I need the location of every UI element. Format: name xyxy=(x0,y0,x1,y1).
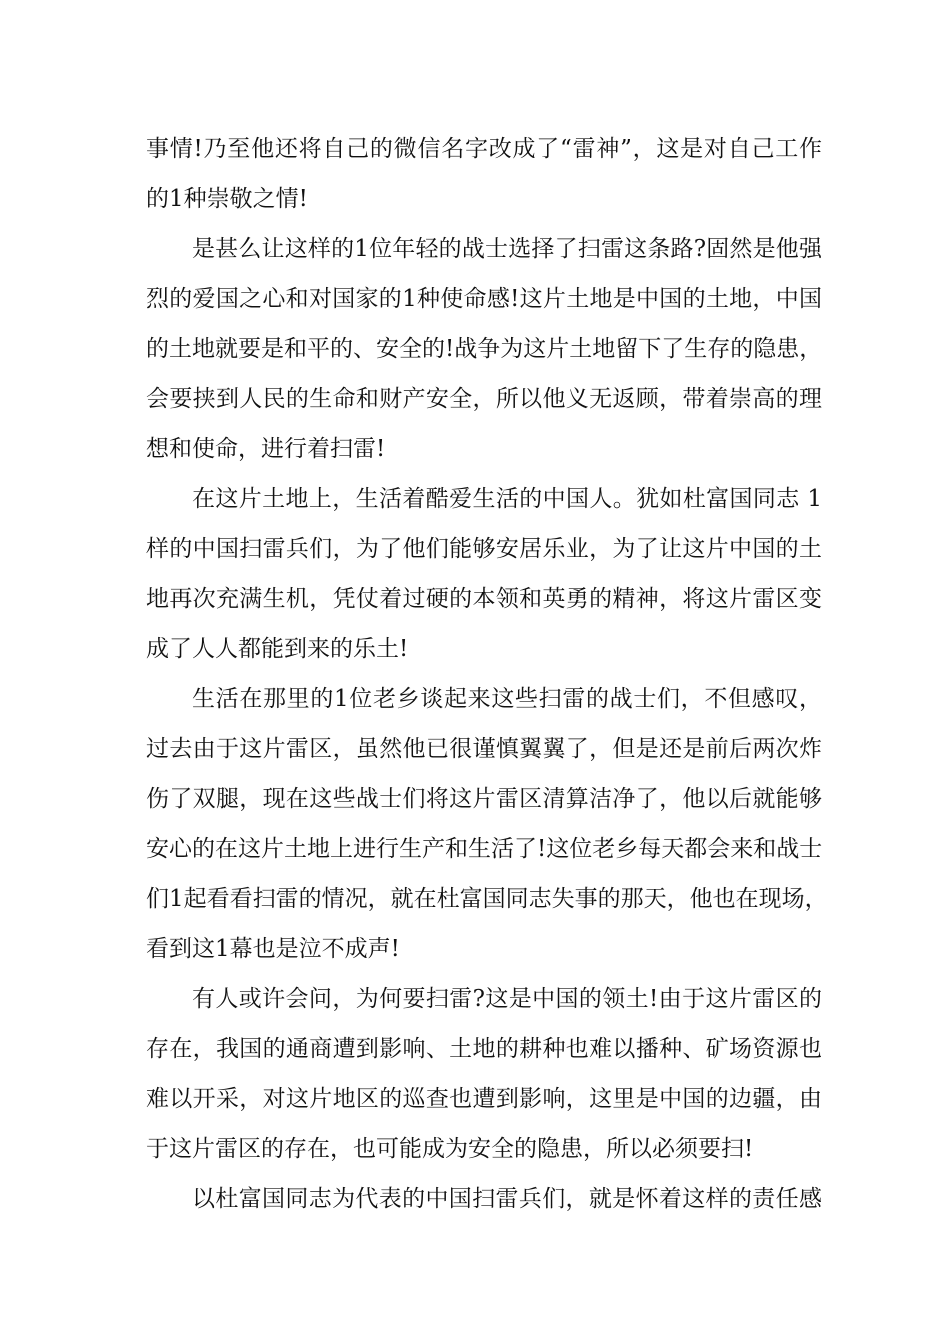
text-line: 事情!乃至他还将自己的微信名字改成了“雷神”，这是对自己工作 xyxy=(146,136,822,162)
text-line: 在这片土地上，生活着酷爱生活的中国人。犹如杜富国同志 1 xyxy=(192,486,822,512)
text-line: 们1起看看扫雷的情况，就在杜富国同志失事的那天，他也在现场， xyxy=(146,886,828,912)
text-line: 成了人人都能到来的乐土! xyxy=(146,636,409,662)
text-line: 是甚么让这样的1位年轻的战士选择了扫雷这条路?固然是他强 xyxy=(192,236,822,262)
paragraph-5 xyxy=(146,974,822,1174)
text-line: 的1种崇敬之情! xyxy=(146,186,308,212)
text-line: 想和使命，进行着扫雷! xyxy=(146,436,386,462)
text-line: 样的中国扫雷兵们，为了他们能够安居乐业，为了让这片中国的土 xyxy=(146,536,822,562)
text-line: 看到这1幕也是泣不成声! xyxy=(146,936,400,962)
paragraph-1 xyxy=(146,124,822,224)
paragraph-4 xyxy=(146,674,828,974)
text-line: 生活在那里的1位老乡谈起来这些扫雷的战士们，不但感叹， xyxy=(192,686,822,712)
text-line: 伤了双腿，现在这些战士们将这片雷区清算洁净了，他以后就能够 xyxy=(146,786,822,812)
text-line: 以杜富国同志为代表的中国扫雷兵们，就是怀着这样的责任感 xyxy=(192,1186,822,1212)
text-line: 会要挟到人民的生命和财产安全，所以他义无返顾，带着崇高的理 xyxy=(146,386,822,412)
paragraph-3 xyxy=(146,474,822,674)
text-line: 有人或许会问，为何要扫雷?这是中国的领土!由于这片雷区的 xyxy=(192,986,822,1012)
paragraph-2 xyxy=(146,224,822,474)
text-line: 过去由于这片雷区，虽然他已很谨慎翼翼了，但是还是前后两次炸 xyxy=(146,736,822,762)
text-line: 存在，我国的通商遭到影响、土地的耕种也难以播种、矿场资源也 xyxy=(146,1036,822,1062)
text-line: 烈的爱国之心和对国家的1种使命感!这片土地是中国的土地，中国 xyxy=(146,286,822,312)
paragraph-6 xyxy=(146,1174,822,1224)
document-body xyxy=(146,124,828,1224)
text-line: 地再次充满生机，凭仗着过硬的本领和英勇的精神，将这片雷区变 xyxy=(146,586,822,612)
text-line: 于这片雷区的存在，也可能成为安全的隐患，所以必须要扫! xyxy=(146,1136,754,1162)
text-line: 的土地就要是和平的、安全的!战争为这片土地留下了生存的隐患， xyxy=(146,336,823,362)
text-line: 难以开采，对这片地区的巡查也遭到影响，这里是中国的边疆，由 xyxy=(146,1086,822,1112)
text-line: 安心的在这片土地上进行生产和生活了!这位老乡每天都会来和战士 xyxy=(146,836,823,862)
